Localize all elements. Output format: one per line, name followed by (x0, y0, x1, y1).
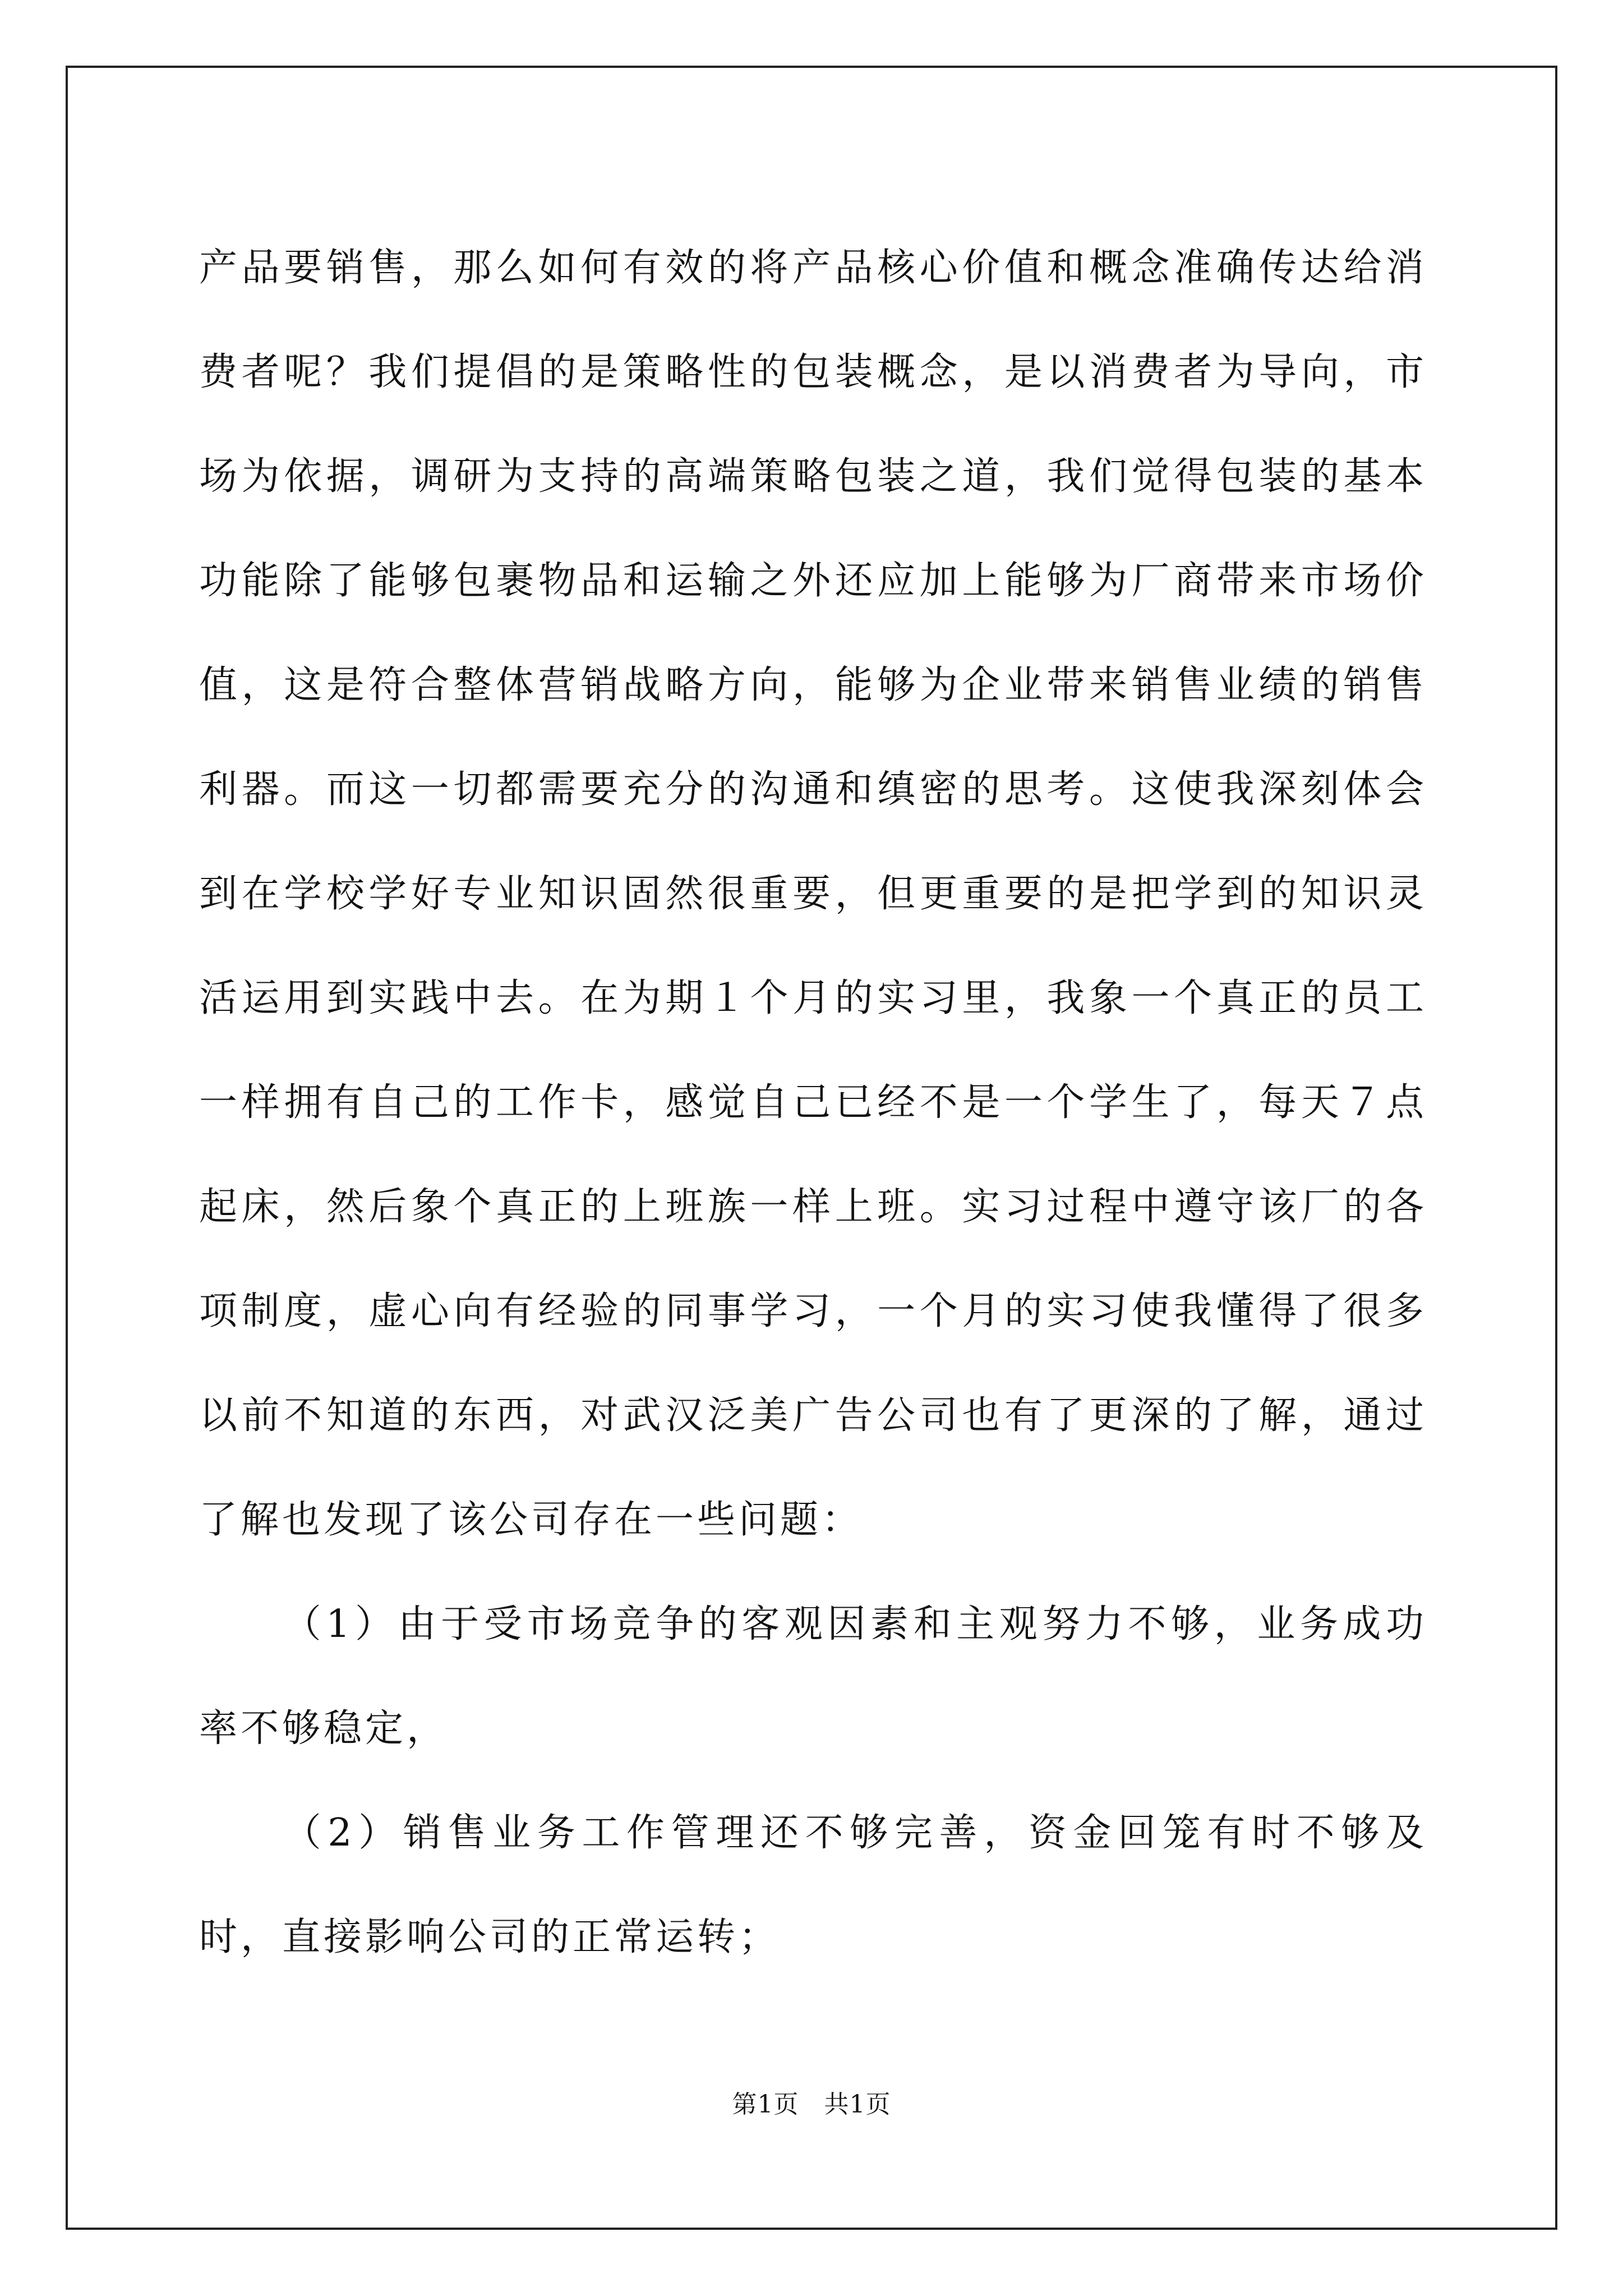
body-paragraph: 产品要销售，那么如何有效的将产品核心价值和概念准确传达给消费者呢？我们提倡的是策略性的包装概念，是以消费者为导向，市场为依据，调研为支持的高端策略包装之道，我们觉得包装的基本功能除了能够包裹物品和运输之外还应加上能够为厂商带来市场价值，这是符合整体营销战略方向，能够为企业带来销售业绩的销售利器。而这一切都需要充分的沟通和缜密的思考。这使我深刻体会到在学校学好专业知识固然很重要，但更重要的是把学到的知识灵活运用到实践中去。在为期１个月的实习里，我象一个真正的员工一样拥有自己的工作卡，感觉自己已经不是一个学生了，每天７点起床，然后象个真正的上班族一样上班。实习过程中遵守该厂的各项制度，虚心向有经验的同事学习，一个月的实习使我懂得了很多以前不知道的东西，对武汉泛美广告公司也有了更深的了解，通过了解也发现了该公司存在一些问题： (199, 246, 1427, 1542)
page-footer: 第1页 共1页 (732, 2090, 891, 2119)
list-item-1: （1）由于受市场竞争的客观因素和主观努力不够，业务成功率不够稳定， (199, 1602, 1427, 1751)
document-body (199, 216, 1427, 1990)
list-item-2: （2）销售业务工作管理还不够完善，资金回笼有时不够及时，直接影响公司的正常运转； (199, 1811, 1427, 1959)
